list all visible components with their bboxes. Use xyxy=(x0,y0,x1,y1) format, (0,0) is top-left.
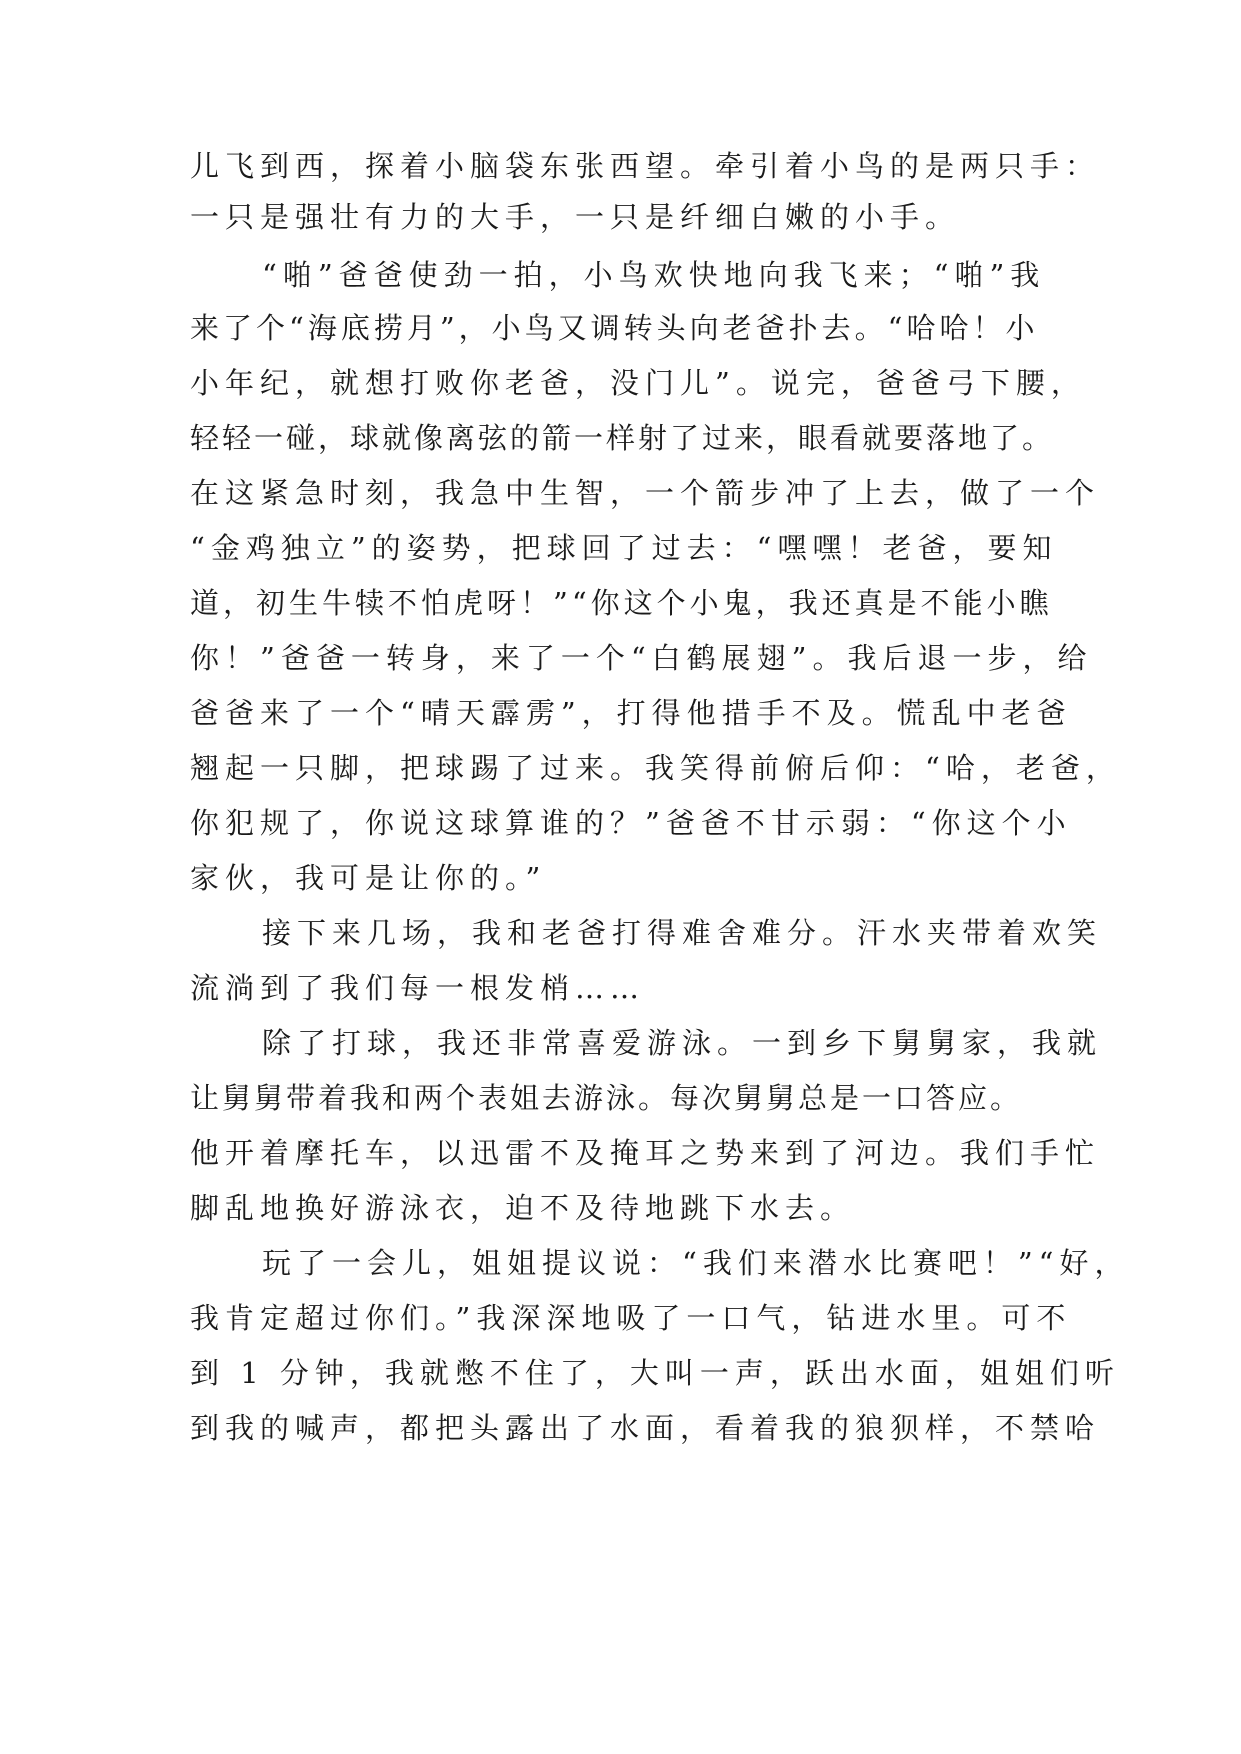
text-line: 到 1 分钟，我就憋不住了，大叫一声，跃出水面，姐姐们听 xyxy=(190,1356,1120,1390)
text-line: 道，初生牛犊不怕虎呀！”“你这个小鬼，我还真是不能小瞧 xyxy=(190,586,1053,620)
text-line: 到我的喊声，都把头露出了水面，看着我的狼狈样，不禁哈 xyxy=(190,1411,1101,1445)
text-line: 他开着摩托车，以迅雷不及掩耳之势来到了河边。我们手忙 xyxy=(190,1136,1101,1170)
paragraph-start-line: 除了打球，我还非常喜爱游泳。一到乡下舅舅家，我就 xyxy=(262,1026,1103,1060)
paragraph-start-line: 玩了一会儿，姐姐提议说：“我们来潜水比赛吧！”“好， xyxy=(262,1246,1130,1280)
text-line: 你犯规了，你说这球算谁的？”爸爸不甘示弱：“你这个小 xyxy=(190,806,1072,840)
text-line: 儿飞到西，探着小脑袋东张西望。牵引着小鸟的是两只手： xyxy=(190,149,1101,183)
text-line: 翘起一只脚，把球踢了过来。我笑得前俯后仰：“哈，老爸， xyxy=(190,751,1121,785)
text-line: 家伙，我可是让你的。” xyxy=(190,861,547,895)
text-line: 在这紧急时刻，我急中生智，一个箭步冲了上去，做了一个 xyxy=(190,476,1101,510)
text-line: 爸爸来了一个“晴天霹雳”，打得他措手不及。慌乱中老爸 xyxy=(190,696,1072,730)
text-line: 你！”爸爸一转身，来了一个“白鹤展翅”。我后退一步，给 xyxy=(190,641,1093,675)
text-line: 轻轻一碰，球就像离弦的箭一样射了过来，眼看就要落地了。 xyxy=(190,421,1055,455)
paragraph-start-line: “啪”爸爸使劲一拍，小鸟欢快地向我飞来；“啪”我 xyxy=(262,258,1046,292)
paragraph-start-line: 接下来几场，我和老爸打得难舍难分。汗水夹带着欢笑 xyxy=(262,916,1103,950)
text-line: 让舅舅带着我和两个表姐去游泳。每次舅舅总是一口答应。 xyxy=(190,1081,1023,1115)
text-line: 一只是强壮有力的大手，一只是纤细白嫩的小手。 xyxy=(190,200,961,234)
text-line: 来了个“海底捞月”，小鸟又调转头向老爸扑去。“哈哈！小 xyxy=(190,311,1039,345)
text-line: 小年纪，就想打败你老爸，没门儿”。说完，爸爸弓下腰， xyxy=(190,366,1086,400)
text-line: 我肯定超过你们。”我深深地吸了一口气，钻进水里。可不 xyxy=(190,1301,1072,1335)
text-line: 脚乱地换好游泳衣，迫不及待地跳下水去。 xyxy=(190,1191,856,1225)
text-line: 流淌到了我们每一根发梢…… xyxy=(190,971,646,1005)
text-line: “金鸡独立”的姿势，把球回了过去：“嘿嘿！老爸，要知 xyxy=(190,531,1058,565)
